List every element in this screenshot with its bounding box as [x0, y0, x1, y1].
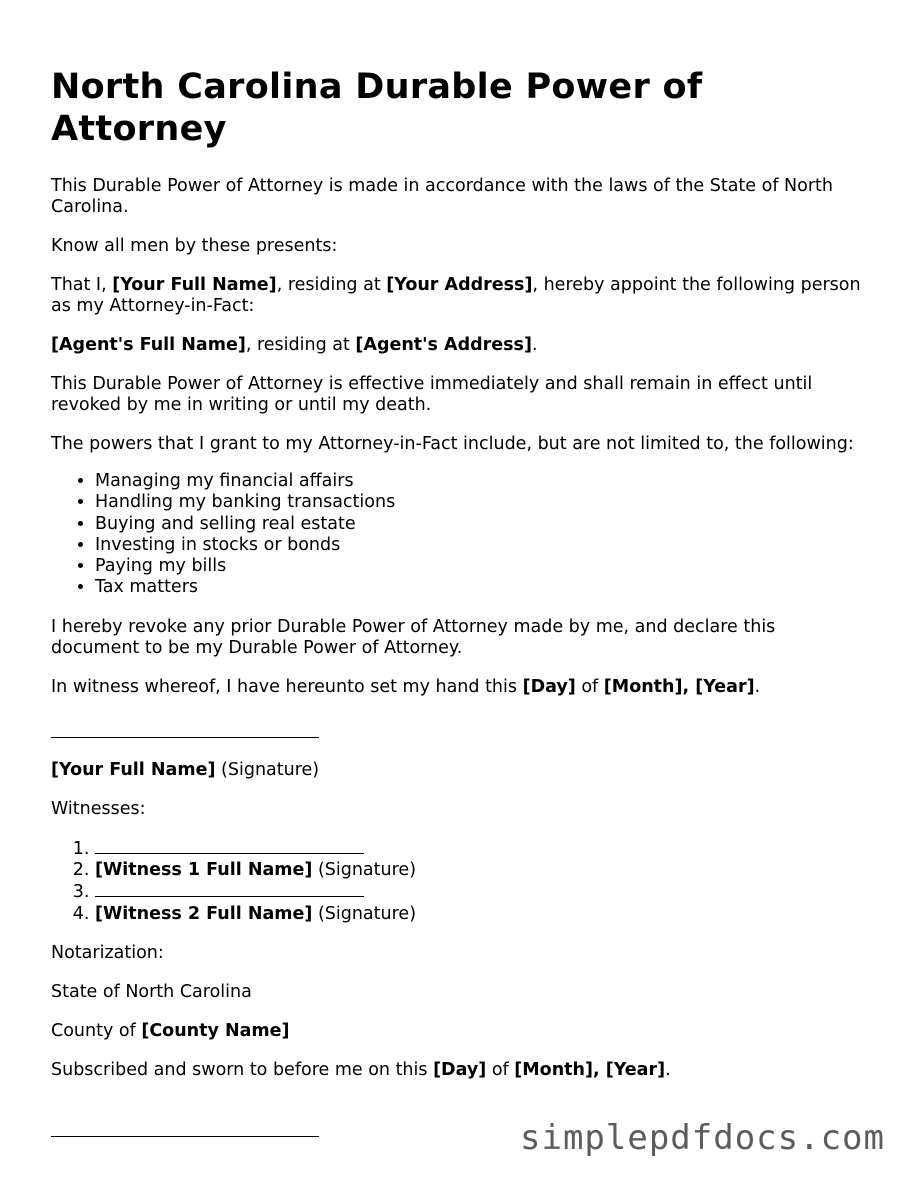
county-paragraph	[51, 1021, 863, 1042]
list-item: • Tax matters	[95, 577, 863, 598]
agent-address-placeholder: [Agent's Address]	[355, 335, 532, 355]
witness-whereof-paragraph	[51, 677, 863, 698]
witness-1-label: (Signature)	[312, 860, 417, 881]
revoke-paragraph: I hereby revoke any prior Durable Power of Attorney made by me, and declare this document to be my Durable Power of Attorney.	[51, 616, 776, 658]
list-item: • Managing my financial affairs	[95, 471, 863, 492]
witness-2-name-placeholder: [Witness 2 Full Name]	[95, 903, 313, 924]
list-item	[95, 904, 863, 925]
principal-signature-caption	[51, 760, 863, 781]
whereof-suffix: .	[754, 676, 761, 697]
subscribed-of: of	[486, 1059, 515, 1080]
list-item: • Investing in stocks or bonds	[95, 535, 863, 556]
list-item	[95, 881, 863, 903]
powers-list	[51, 471, 863, 599]
county-prefix: County of	[51, 1020, 142, 1041]
witnesses-list	[51, 838, 863, 925]
witness-2-label: (Signature)	[312, 903, 417, 924]
witness-1-name-placeholder: [Witness 1 Full Name]	[95, 860, 313, 881]
agent-paragraph	[51, 335, 863, 356]
signature-line	[51, 736, 319, 738]
principal-name-placeholder: [Your Full Name]	[112, 275, 277, 295]
know-all-paragraph: Know all men by these presents:	[51, 236, 338, 256]
subscribed-prefix: Subscribed and sworn to before me on this	[51, 1059, 434, 1080]
appointment-paragraph	[51, 275, 863, 317]
appoint-suffix: , hereby appoint the following person as my Attorney-in-Fact:	[51, 275, 861, 316]
witness-1-signature-line	[95, 838, 364, 854]
subscribed-paragraph	[51, 1060, 863, 1081]
list-item: • Buying and selling real estate	[95, 514, 863, 535]
agent-name-placeholder: [Agent's Full Name]	[51, 335, 246, 355]
intro-paragraph: This Durable Power of Attorney is made in accordance with the laws of the State of North Carolina.	[51, 176, 833, 217]
whereof-prefix: In witness whereof, I have hereunto set my hand this	[51, 676, 523, 697]
list-item: • Handling my banking transactions	[95, 492, 863, 513]
witnesses-label: Witnesses:	[51, 798, 146, 819]
document-page	[51, 66, 863, 1099]
agent-suffix: .	[531, 335, 538, 355]
watermark: simplepdfdocs.com	[520, 1118, 885, 1158]
state-paragraph: State of North Carolina	[51, 981, 252, 1002]
principal-address-placeholder: [Your Address]	[386, 275, 533, 295]
month-year-placeholder: [Month], [Year]	[514, 1059, 666, 1080]
day-placeholder: [Day]	[522, 676, 576, 697]
list-item: • Paying my bills	[95, 556, 863, 577]
signature-label: (Signature)	[215, 759, 320, 780]
appoint-mid: , residing at	[276, 275, 387, 295]
principal-signature-line	[51, 716, 863, 742]
month-year-placeholder: [Month], [Year]	[603, 676, 755, 697]
principal-name-placeholder: [Your Full Name]	[51, 759, 216, 780]
whereof-of: of	[575, 676, 604, 697]
list-item	[95, 838, 863, 860]
county-name-placeholder: [County Name]	[141, 1020, 290, 1041]
powers-intro-paragraph: The powers that I grant to my Attorney-in-Fact include, but are not limited to, the following:	[51, 434, 854, 454]
document-title: North Carolina Durable Power of Attorney	[51, 67, 703, 149]
subscribed-suffix: .	[665, 1059, 671, 1080]
list-item	[95, 860, 863, 881]
notarization-label: Notarization:	[51, 942, 164, 963]
agent-mid: , residing at	[245, 335, 356, 355]
notary-signature-line	[51, 1136, 319, 1137]
effective-paragraph: This Durable Power of Attorney is effective immediately and shall remain in effect until revoked by me in writing or until my death.	[51, 374, 813, 415]
day-placeholder: [Day]	[433, 1059, 487, 1080]
appoint-prefix: That I,	[51, 275, 113, 295]
witness-2-signature-line	[95, 881, 364, 897]
